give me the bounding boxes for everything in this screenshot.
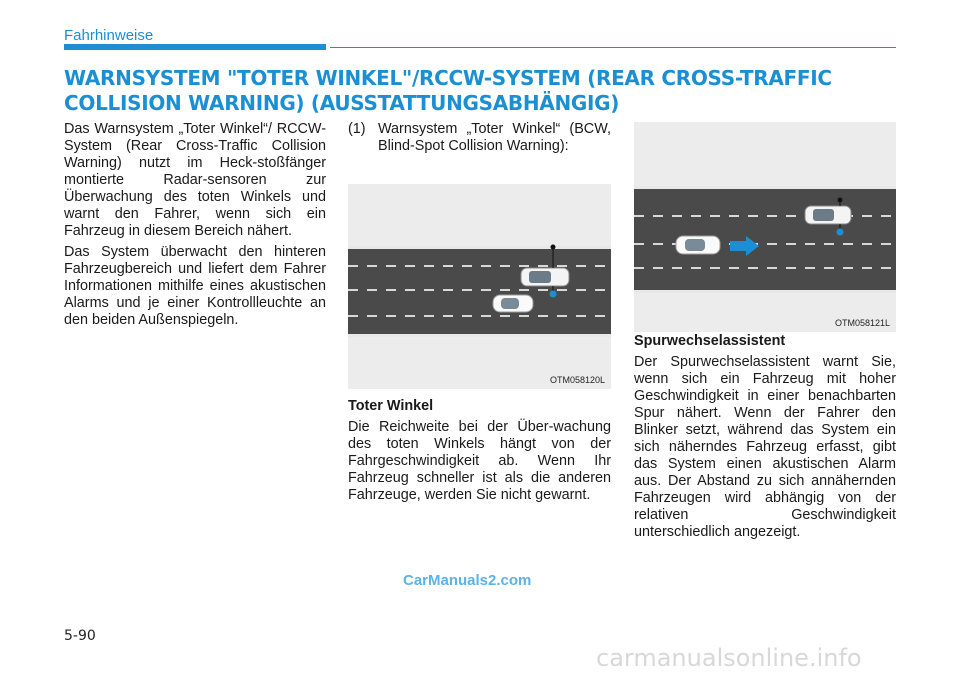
figure-blind-spot: [348, 184, 611, 389]
road-edge-top: [634, 186, 896, 189]
list-text: Warnsystem „Toter Winkel“ (BCW, Blind-Spot Collision Warning):: [378, 121, 611, 154]
header-rule-thick: [64, 44, 326, 50]
page-number: 5-90: [64, 628, 96, 644]
intro-paragraph-2: Das System überwacht den hinteren Fahrzeugbereich und liefert dem Fahrer Informationen mithilfe eines akustischen Alarms und je einer Kontrollleuchte an den beiden Außenspiegeln.: [64, 244, 326, 328]
car-other-icon: [493, 295, 533, 312]
column-lane-change: [634, 333, 896, 545]
list-item-bcw: [348, 121, 611, 155]
road-surface: [634, 188, 896, 292]
sensor-dot-top: [838, 198, 843, 203]
figure-code: OTM058120L: [549, 375, 605, 385]
car-own-icon: [805, 206, 851, 224]
intro-paragraph-1: Das Warnsystem „Toter Winkel“/ RCCW-System (Rear Cross-Traffic Collision Warning) nutzt im Heck-stoßfänger montierte Radar-sensoren zur Überwachung des toten Winkels und warnt den Fahrer, wenn sich ein Fahrzeug in diesem Bereich nähert.: [64, 121, 326, 239]
lane-change-illustration: [634, 122, 896, 332]
warning-indicator-icon: [550, 291, 557, 298]
road-edge-bottom: [634, 290, 896, 293]
section-label: Fahrhinweise: [64, 27, 154, 44]
warning-indicator-icon: [837, 229, 844, 236]
subhead-blind-spot: Toter Winkel: [348, 398, 434, 414]
list-number: (1): [348, 121, 366, 137]
watermark-carmanualsonline: carmanualsonline.info: [596, 644, 862, 672]
watermark-carmanuals2: CarManuals2.com: [403, 572, 532, 589]
car-approaching-icon: [676, 236, 720, 254]
column-intro: [64, 121, 326, 333]
sensor-dot-top: [551, 245, 556, 250]
road-edge-bottom: [348, 334, 611, 337]
road-surface: [348, 248, 611, 336]
column-bcw-text: [348, 398, 611, 508]
car-own-icon: [521, 268, 569, 286]
page-title: WARNSYSTEM "TOTER WINKEL"/RCCW-SYSTEM (REAR CROSS-TRAFFIC COLLISION WARNING) (AUSSTATTUNGSABHÄNGIG): [64, 66, 832, 115]
figure-lane-change: [634, 122, 896, 332]
blind-spot-illustration: [348, 184, 611, 389]
lane-change-paragraph: Der Spurwechselassistent warnt Sie, wenn sich ein Fahrzeug mit hoher Geschwindigkeit in einer benachbarten Spur nähert. Wenn der Fahrer den Blinker setzt, während das System ein sich näherndes Fahrzeug erfasst, gibt das System einen akustischen Alarm aus. Der Abstand zu sich annähernden Fahrzeugen wird abhängig von der relativen Geschwindigkeit unterschiedlich angezeigt.: [634, 354, 896, 540]
subhead-lane-change: Spurwechselassistent: [634, 333, 786, 349]
figure-code: OTM058121L: [834, 318, 890, 328]
column-bcw: [348, 121, 611, 155]
road-edge-top: [348, 246, 611, 249]
blind-spot-paragraph: Die Reichweite bei der Über-wachung des toten Winkels hängt von der Fahrgeschwindigkeit ab. Wenn Ihr Fahrzeug schneller ist als die anderen Fahrzeuge, werden Sie nicht gewarnt.: [348, 419, 611, 503]
header-rule-thin: [330, 47, 896, 48]
